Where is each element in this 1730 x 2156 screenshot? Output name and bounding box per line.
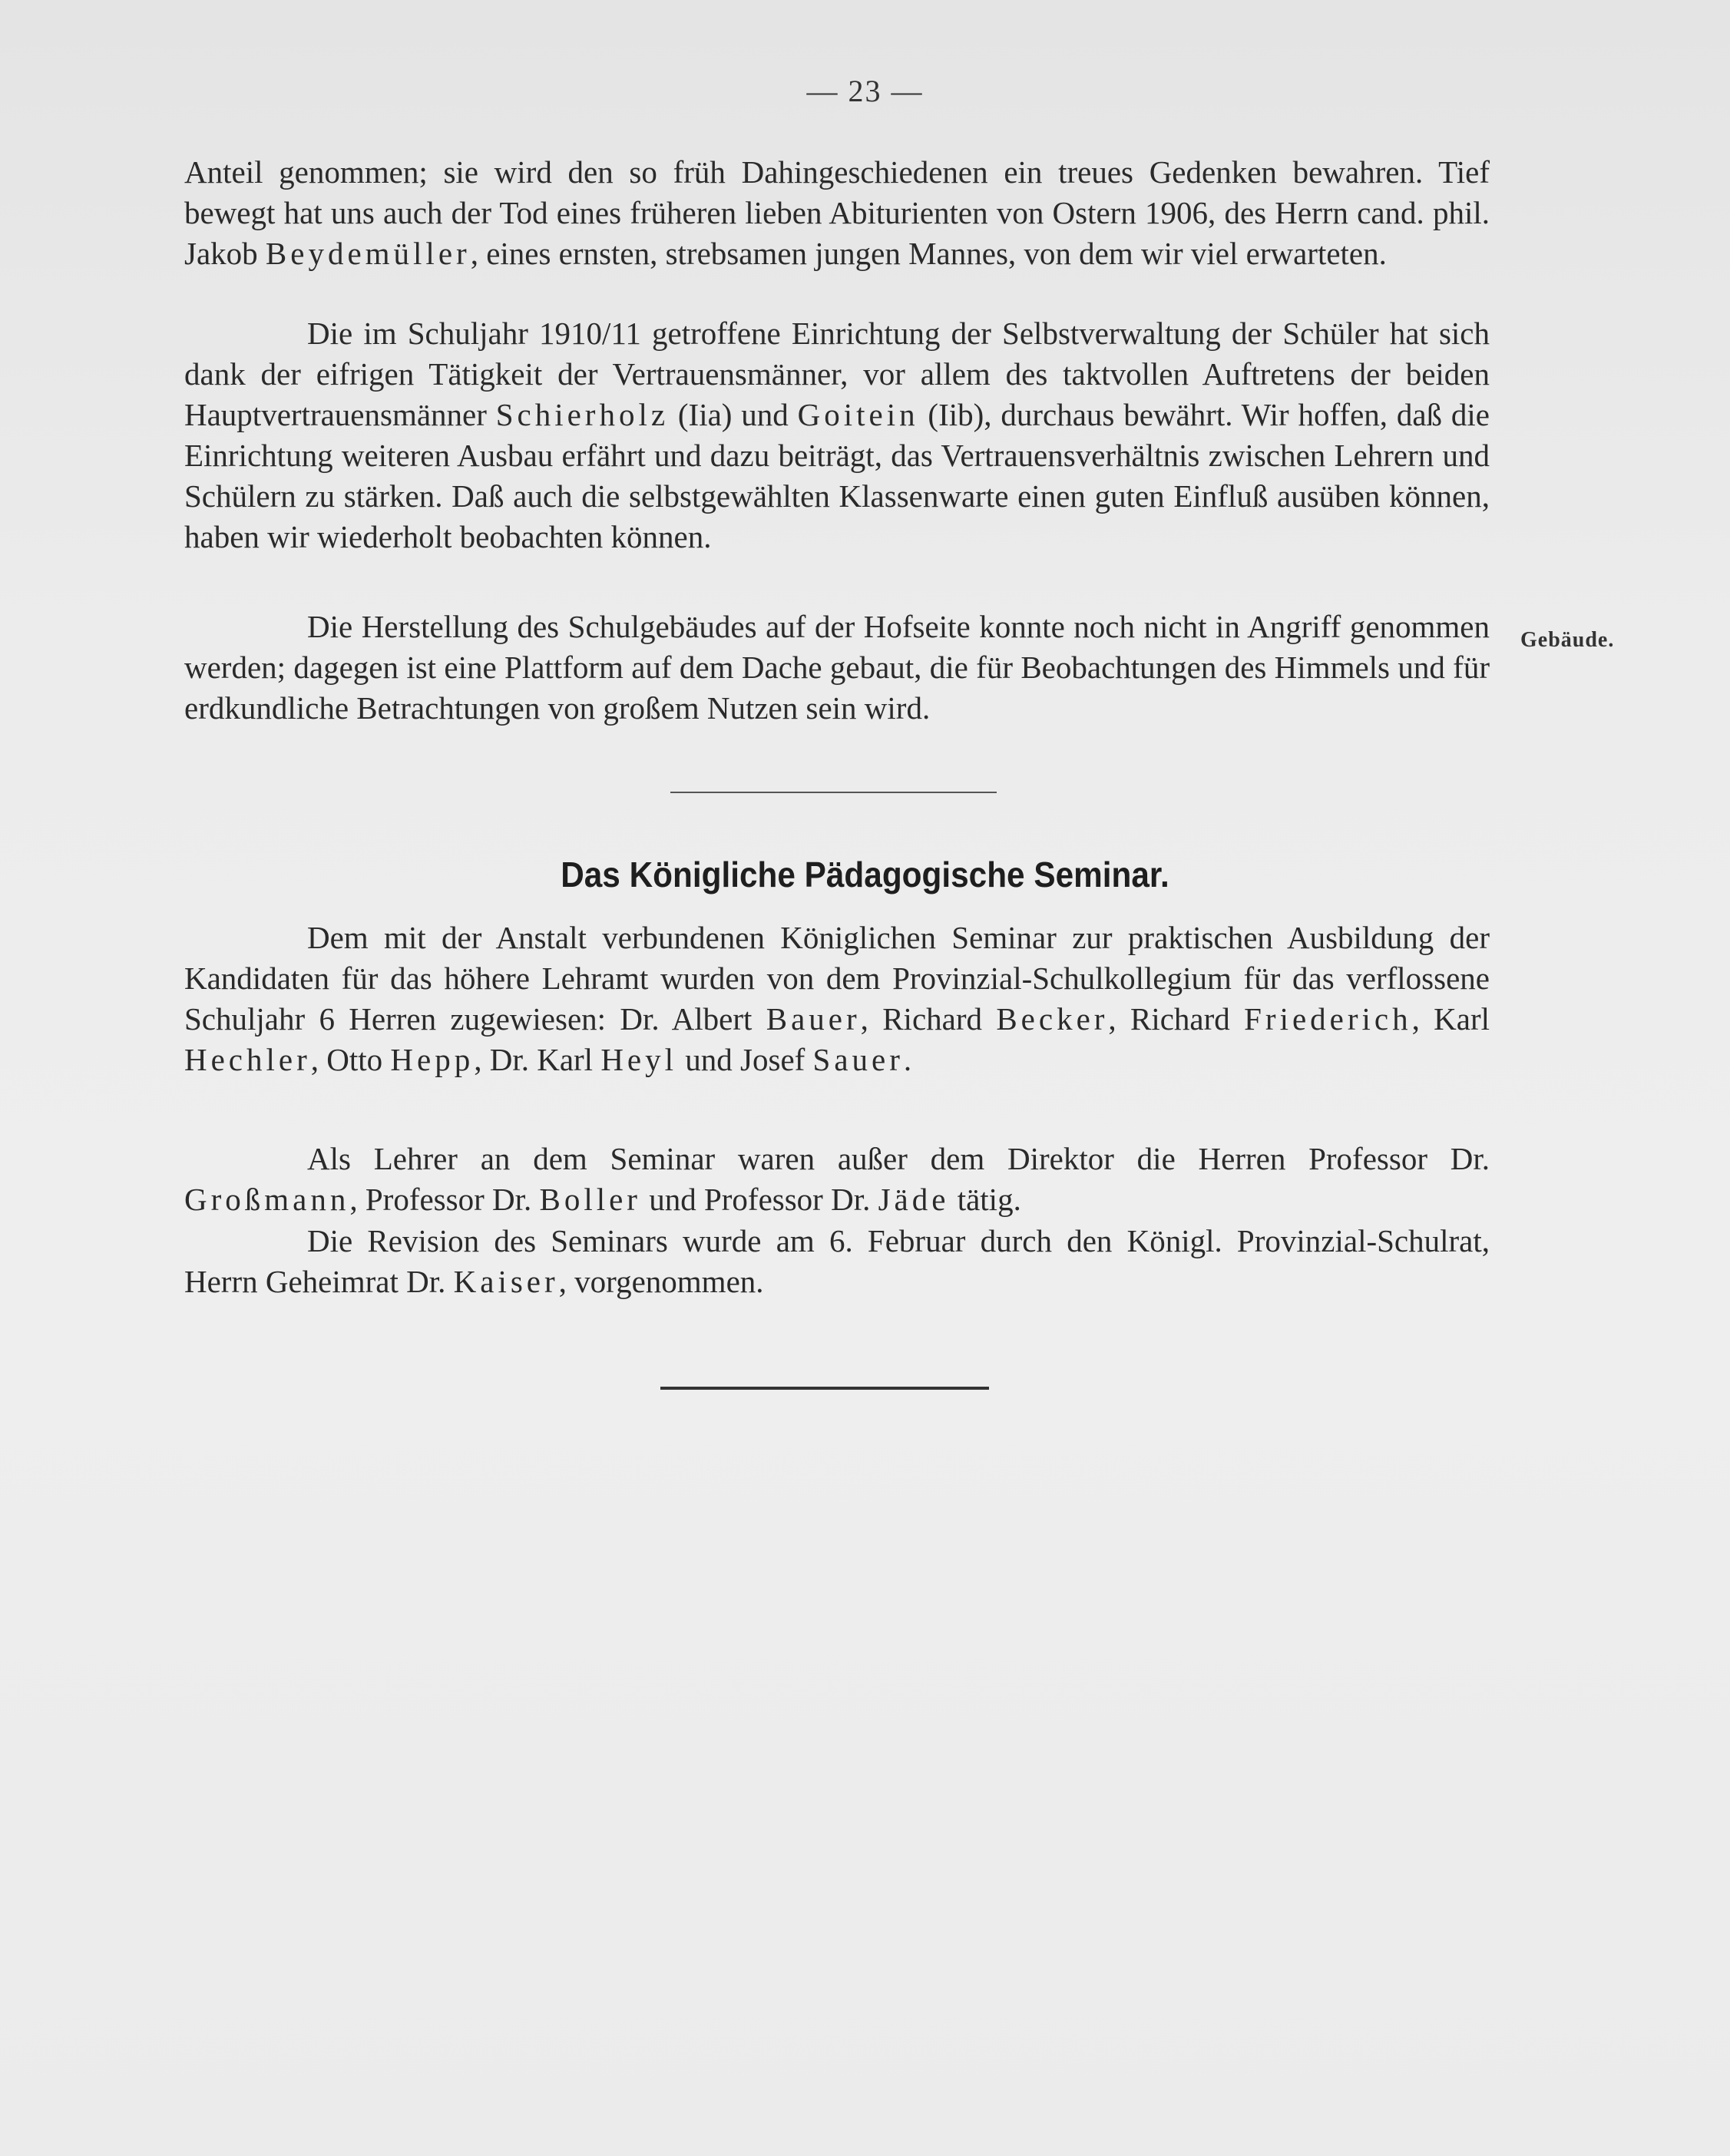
paragraph-text: (Iia) und — [669, 397, 798, 432]
paragraph-text: tätig. — [949, 1182, 1021, 1217]
paragraph-building — [184, 607, 1490, 729]
paragraph-text: , Richard — [1108, 1001, 1245, 1037]
page-number: — 23 — — [806, 74, 924, 108]
margin-note: Gebäude. — [1520, 628, 1615, 652]
paragraph-text: , eines ernsten, strebsamen jungen Mannes, von dem wir viel erwarteten. — [470, 236, 1387, 271]
paragraph-text: , Richard — [860, 1001, 997, 1037]
paragraph-text: Anteil genommen; sie wird den so früh Dahingeschiedenen ein treues Gedenken bewahren. Tief bewegt hat uns auch der Tod eines früheren lieben Abiturienten von Ostern 1906, des Herrn cand. phil. Jakob — [184, 154, 1490, 271]
person-name: Jäde — [878, 1182, 950, 1217]
paragraph-text: , Professor Dr. — [349, 1182, 540, 1217]
person-name: Hechler — [184, 1042, 311, 1077]
person-name: Friederich — [1244, 1001, 1412, 1037]
paragraph-condolence — [184, 152, 1490, 274]
paragraph-text: und Josef — [677, 1042, 813, 1077]
person-name: Boller — [539, 1182, 641, 1217]
paragraph-text: , Dr. Karl — [474, 1042, 601, 1077]
person-name: Schierholz — [495, 397, 670, 432]
person-name: Hepp — [390, 1042, 475, 1077]
person-name: Großmann — [184, 1182, 350, 1217]
person-name: Beydemüller — [265, 236, 471, 271]
paragraph-text: , vorgenommen. — [558, 1264, 764, 1299]
paragraph-seminar-candidates — [184, 918, 1490, 1080]
person-name: Becker — [996, 1001, 1109, 1037]
paragraph-seminar-revision — [184, 1221, 1490, 1302]
end-divider — [660, 1387, 989, 1390]
paragraph-text: Die im Schuljahr 1910/11 getroffene Einrichtung der Selbstverwaltung der Schüler hat sich dank der eifrigen Tätigkeit der Vertrauensmänner, vor allem des taktvollen Auftretens der beiden Hauptvertrauensmänner — [184, 316, 1490, 432]
person-name: Sauer — [812, 1042, 904, 1077]
paragraph-seminar-teachers — [184, 1139, 1490, 1220]
person-name: Goitein — [797, 397, 919, 432]
paragraph-text: . — [903, 1042, 912, 1077]
person-name: Bauer — [766, 1001, 861, 1037]
person-name: Kaiser — [453, 1264, 559, 1299]
section-heading: Das Königliche Pädagogische Seminar. — [561, 855, 1169, 894]
person-name: Heyl — [600, 1042, 678, 1077]
paragraph-text: Die Herstellung des Schulgebäudes auf der Hofseite konnte noch nicht in Angriff genommen werden; dagegen ist eine Plattform auf dem Dache gebaut, die für Beobachtungen des Himmels und für erdkundliche Betrachtungen von großem Nutzen sein wird. — [184, 609, 1490, 726]
paragraph-text: Als Lehrer an dem Seminar waren außer dem Direktor die Herren Professor Dr. — [307, 1141, 1490, 1176]
paragraph-text: (Iib), durchaus bewährt. Wir hoffen, daß die Einrichtung weiteren Ausbau erfährt und dazu beiträgt, das Vertrauensverhältnis zwischen Lehrern und Schülern zu stärken. Daß auch die selbstgewählten Klassenwarte einen guten Einfluß ausüben können, haben wir wiederholt beobachten können. — [184, 397, 1490, 554]
paragraph-text: Die Revision des Seminars wurde am 6. Februar durch den Königl. Provinzial-Schulrat, Herrn Geheimrat Dr. — [184, 1223, 1490, 1299]
section-divider — [670, 792, 997, 793]
paragraph-text: und Professor Dr. — [640, 1182, 878, 1217]
paragraph-text: , Otto — [310, 1042, 391, 1077]
paragraph-text: , Karl — [1411, 1001, 1490, 1037]
paragraph-self-administration — [184, 313, 1490, 557]
paragraph-text: Dem mit der Anstalt verbundenen Königlichen Seminar zur praktischen Ausbildung der Kandidaten für das höhere Lehramt wurden von dem Provinzial-Schulkollegium für das verflossene Schuljahr 6 Herren zugewiesen: Dr. Albert — [184, 920, 1490, 1037]
